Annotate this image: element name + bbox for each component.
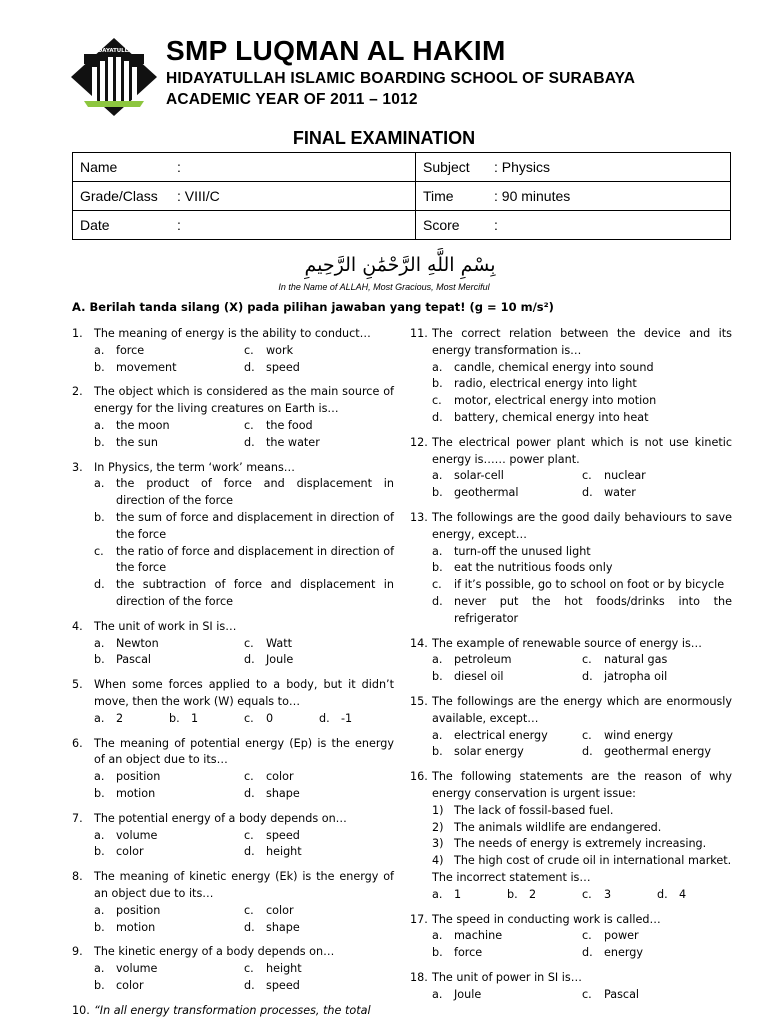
question-17 [410,912,732,962]
question-text: The potential energy of a body depends on… [94,811,347,825]
question-13 [410,510,732,628]
option-b[interactable]: b. the sum of force and displacement in direction of the force [94,510,394,541]
questions-left-column [72,326,394,1027]
option-text: height [266,845,302,859]
option-text: 2 [529,887,537,901]
option-text: solar energy [454,745,524,759]
option-text: jatropha oil [604,670,668,684]
name-value: : [177,159,181,175]
logo-text: HIDAYATULLAH [91,48,137,54]
option-a[interactable]: a. turn-off the unused light [432,544,591,558]
question-number: 6. [72,736,83,750]
option-text: Newton [116,636,159,650]
question-text: The followings are the energy which are enormously available, except… [432,694,732,725]
score-value: : [494,217,498,233]
option-a[interactable]: a. candle, chemical energy into sound [432,360,654,374]
question-14 [410,636,732,686]
option-c[interactable]: c. work [244,343,294,357]
option-text: force [116,343,145,357]
question-number: 7. [72,811,83,825]
option-text: speed [266,978,300,992]
option-c[interactable]: c. power [582,929,639,943]
option-text: motion [116,786,156,800]
option-a[interactable]: a. electrical energy [432,728,548,742]
time-cell [416,182,731,211]
option-text: Pascal [116,653,152,667]
option-text: geothermal [454,486,519,500]
question-text: “In all energy transformation processes, the total [94,1003,371,1017]
option-d[interactable]: d. -1 [319,711,353,725]
option-b[interactable]: b. motion [94,920,156,934]
option-c[interactable]: c. color [244,903,294,917]
option-text: machine [454,929,503,943]
option-text: nuclear [604,469,646,483]
academic-year: ACADEMIC YEAR OF 2011 – 1012 [166,91,418,108]
option-b[interactable]: b. geothermal [432,486,519,500]
option-text: 1 [454,887,462,901]
option-text: diesel oil [454,670,504,684]
option-c[interactable]: c. natural gas [582,653,668,667]
option-text: the water [266,435,320,449]
option-text: color [266,770,294,784]
option-text: 3 [604,887,612,901]
option-a[interactable]: a. machine [432,929,503,943]
statement-text: The needs of energy is extremely increasing. [454,837,707,851]
option-text: radio, electrical energy into light [454,377,637,391]
school-subtitle: HIDAYATULLAH ISLAMIC BOARDING SCHOOL OF SURABAYA [166,70,636,87]
option-c[interactable]: c. the food [244,418,313,432]
question-text: The example of renewable source of energy is… [432,636,702,650]
school-header [166,34,635,110]
option-text: Joule [454,987,482,1001]
option-a[interactable]: a. petroleum [432,653,512,667]
option-text: battery, chemical energy into heat [454,410,649,424]
question-5 [72,677,394,727]
question-9 [72,944,394,994]
option-text: solar-cell [454,469,504,483]
exam-title: FINAL EXAMINATION [292,128,476,148]
option-text: position [116,770,161,784]
option-b[interactable]: b. 2 [507,887,537,901]
option-text: force [454,946,483,960]
option-c[interactable]: c. motor, electrical energy into motion [432,394,657,408]
option-text: volume [116,962,158,976]
question-number: 11. [410,327,428,340]
option-text: Joule [266,653,294,667]
subject-label: Subject [423,159,470,175]
option-text: petroleum [454,653,512,667]
option-c[interactable]: c. Watt [244,636,292,650]
option-text: the sum of force and displacement in direction of the force [116,510,394,541]
option-c[interactable]: c. color [244,770,294,784]
school-logo [70,37,158,117]
option-text: the food [266,418,313,432]
question-number: 10. [72,1003,90,1017]
option-text: Pascal [604,987,640,1001]
option-d[interactable]: d. geothermal energy [582,745,711,759]
question-3 [72,460,394,611]
question-number: 16. [410,770,428,784]
question-tail: The incorrect statement is… [432,870,591,884]
name-cell[interactable] [73,153,416,182]
option-d[interactable]: d. battery, chemical energy into heat [432,410,649,424]
option-text: 1 [191,711,199,725]
question-number: 15. [410,694,428,708]
statement-text: The lack of fossil-based fuel. [454,803,614,817]
option-c[interactable]: c. nuclear [582,469,646,483]
question-2 [72,384,394,451]
option-a[interactable]: a. position [94,770,161,784]
option-d[interactable]: d. shape [244,920,300,934]
question-number: 4. [72,619,83,633]
option-d[interactable]: d. 4 [657,887,687,901]
option-b[interactable]: b. Pascal [94,653,152,667]
option-text: shape [266,786,300,800]
question-15 [410,694,732,761]
option-text: if it’s possible, go to school on foot or by bicycle [454,578,725,592]
question-10 [72,1003,394,1020]
option-a[interactable]: a. Joule [432,987,482,1001]
option-text: color [116,845,144,859]
statement-4: 4) The high cost of crude oil in international market. [432,854,732,868]
option-text: eat the nutritious foods only [454,561,613,575]
option-text: the ratio of force and displacement in direction of the force [116,544,395,575]
option-c[interactable]: c. speed [244,828,300,842]
name-label: Name [80,159,118,175]
option-b[interactable]: b. 1 [169,711,199,725]
student-info-table [72,152,731,240]
option-text: volume [116,828,158,842]
option-a[interactable]: a. Newton [94,636,159,650]
score-label: Score [423,217,460,233]
option-text: -1 [341,711,353,725]
basmala-arabic: بِسْمِ اللَّهِ الرَّحْمَٰنِ الرَّحِيمِ [304,254,496,276]
question-number: 14. [410,636,428,650]
question-7 [72,811,394,861]
question-number: 1. [72,327,83,340]
question-number: 3. [72,460,83,474]
option-a[interactable]: a. the product of force and displacement in direction of the force [94,477,394,508]
question-text: In Physics, the term ‘work’ means… [94,460,295,474]
question-text: The meaning of energy is the ability to conduct… [94,327,371,340]
question-text: The speed in conducting work is called… [432,912,661,926]
statement-1: 1) The lack of fossil-based fuel. [432,803,614,817]
option-d[interactable]: d. shape [244,786,300,800]
question-text: The unit of work in SI is… [94,619,237,633]
option-text: power [604,929,639,943]
option-a[interactable]: a. solar-cell [432,469,504,483]
basmala-calligraphy [272,248,528,280]
statement-2: 2) The animals wildlife are endangered. [432,820,662,834]
date-value: : [177,217,181,233]
question-text: The object which is considered as the main source of energy for the living creatures on Earth is… [94,385,394,416]
option-text: the sun [116,435,158,449]
option-text: motor, electrical energy into motion [454,394,657,408]
option-text: electrical energy [454,728,548,742]
option-text: wind energy [604,728,673,742]
question-number: 2. [72,385,83,399]
question-number: 17. [410,912,428,926]
option-text: position [116,903,161,917]
question-number: 9. [72,945,83,959]
question-number: 13. [410,510,428,524]
option-text: energy [604,946,643,960]
option-c[interactable]: c. 0 [244,711,274,725]
question-number: 18. [410,970,428,984]
option-b[interactable]: b. diesel oil [432,670,504,684]
score-cell[interactable] [416,211,731,240]
statement-text: The animals wildlife are endangered. [454,820,662,834]
option-c[interactable]: c. 3 [582,887,612,901]
option-d[interactable]: d. speed [244,360,300,374]
option-b[interactable]: b. motion [94,786,156,800]
question-1 [72,326,394,376]
date-label: Date [80,217,110,233]
option-d[interactable]: d. water [582,486,636,500]
option-b[interactable]: b. force [432,946,483,960]
subject-value: : Physics [494,159,551,175]
option-text: turn-off the unused light [454,544,591,558]
option-text: work [266,343,294,357]
option-b[interactable]: b. solar energy [432,745,524,759]
question-16 [410,769,732,903]
option-text: Watt [266,636,292,650]
subject-cell [416,153,731,182]
option-b[interactable]: b. color [94,845,144,859]
question-text: The unit of power in SI is… [432,970,582,984]
option-a[interactable]: a. volume [94,828,158,842]
question-text: The followings are the good daily behaviours to save energy, except… [432,510,732,541]
option-c[interactable]: c. Pascal [582,987,640,1001]
statement-text: The high cost of crude oil in international market. [454,854,732,868]
option-a[interactable]: a. the moon [94,418,170,432]
option-d[interactable]: d. energy [582,946,643,960]
option-a[interactable]: a. 2 [94,711,124,725]
date-cell[interactable] [73,211,416,240]
option-text: 2 [116,711,124,725]
option-a[interactable]: a. position [94,903,161,917]
option-text: candle, chemical energy into sound [454,360,654,374]
basmala-translation: In the Name of ALLAH, Most Gracious, Most Merciful [278,282,490,292]
question-6 [72,736,394,803]
question-12 [410,435,732,502]
option-text: color [266,903,294,917]
grade-cell [73,182,416,211]
option-b[interactable]: b. color [94,978,144,992]
question-number: 8. [72,870,83,884]
question-text: The electrical power plant which is not use kinetic energy is…… power plant. [432,435,732,466]
question-text: When some forces applied to a body, but it didn’t move, then the work (W) equals to… [94,678,394,708]
option-text: the moon [116,418,170,432]
option-text: height [266,962,302,976]
grade-label: Grade/Class [80,188,158,204]
question-8 [72,869,394,936]
question-number: 12. [410,435,428,449]
option-c[interactable]: c. wind energy [582,728,673,742]
option-b[interactable]: b. the sun [94,435,158,449]
option-text: 4 [679,887,687,901]
option-text: water [604,486,636,500]
option-d[interactable]: d. never put the hot foods/drinks into the refrigerator [432,594,732,625]
option-text: movement [116,360,177,374]
option-text: motion [116,920,156,934]
question-text: The meaning of kinetic energy (Ek) is the energy of an object due to its… [94,870,394,900]
option-a[interactable]: a. force [94,343,145,357]
option-text: shape [266,920,300,934]
question-4 [72,619,394,669]
question-number: 5. [72,678,83,692]
option-text: speed [266,360,300,374]
option-text: geothermal energy [604,745,711,759]
question-11 [410,326,732,427]
question-18 [410,970,732,1004]
option-a[interactable]: a. volume [94,962,158,976]
question-text: The correct relation between the device and its energy transformation is… [432,327,732,357]
option-a[interactable]: a. 1 [432,887,462,901]
option-b[interactable]: b. eat the nutritious foods only [432,561,613,575]
option-c[interactable]: c. height [244,962,302,976]
option-text: never put the hot foods/drinks into the refrigerator [454,594,732,625]
option-text: color [116,978,144,992]
grade-value: : VIII/C [177,188,220,204]
option-d[interactable]: d. Joule [244,653,294,667]
time-value: : 90 minutes [494,188,571,204]
option-d[interactable]: d. the water [244,435,320,449]
option-b[interactable]: b. movement [94,360,177,374]
school-name: SMP LUQMAN AL HAKIM [166,35,506,66]
option-text: the subtraction of force and displacement in direction of the force [116,578,394,608]
option-text: 0 [266,711,274,725]
question-text: The kinetic energy of a body depends on… [94,945,335,959]
statement-3: 3) The needs of energy is extremely increasing. [432,837,707,851]
time-label: Time [423,188,454,204]
option-c[interactable]: c. if it’s possible, go to school on foot or by bicycle [432,578,725,592]
questions-right-column [410,326,732,1011]
option-text: the product of force and displacement in direction of the force [116,477,394,508]
option-d[interactable]: d. jatropha oil [582,670,668,684]
question-text: The meaning of potential energy (Ep) is the energy of an object due to its… [94,736,394,767]
option-c[interactable]: c. the ratio of force and displacement in direction of the force [94,544,395,575]
option-text: natural gas [604,653,668,667]
option-text: speed [266,828,300,842]
section-instruction: A. Berilah tanda silang (X) pada pilihan jawaban yang tepat! (g = 10 m/s²) [72,300,554,314]
option-d[interactable]: d. the subtraction of force and displacement in direction of the force [94,578,394,608]
option-b[interactable]: b. radio, electrical energy into light [432,377,637,391]
option-d[interactable]: d. speed [244,978,300,992]
option-d[interactable]: d. height [244,845,302,859]
question-text: The following statements are the reason of why energy conservation is urgent issue: [432,770,732,800]
